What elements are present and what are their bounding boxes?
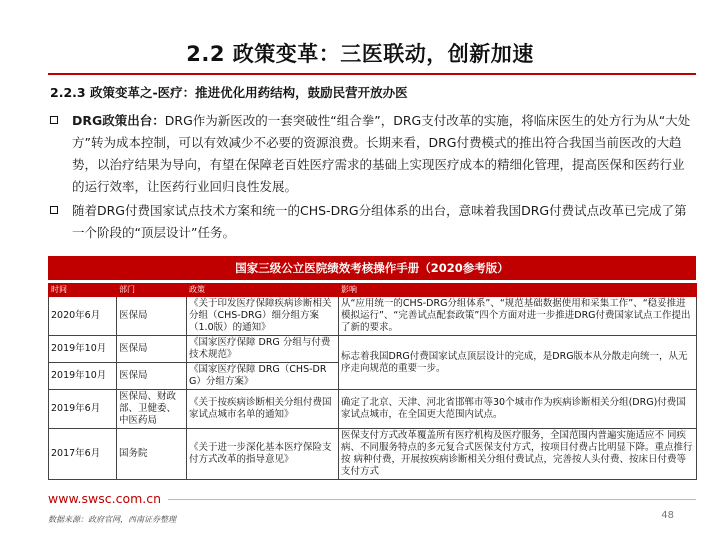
bullet-bold-lead: DRG政策出台： <box>72 113 165 128</box>
table-header-row <box>49 284 697 297</box>
header-time: 时间 <box>49 284 117 297</box>
cell-time: 2019年6月 <box>49 390 117 429</box>
header-dept: 部门 <box>117 284 187 297</box>
section-subtitle: 2.2.3 政策变革之-医疗：推进优化用药结构，鼓励民营开放办医 <box>50 85 408 100</box>
cell-policy: 《国家医疗保障 DRG 分组与付费技术规范》 <box>187 336 339 363</box>
square-bullet-icon <box>50 206 58 214</box>
bullet-drg-policy <box>50 110 696 198</box>
table-row <box>49 297 697 336</box>
table-banner: 国家三级公立医院绩效考核操作手册（2020参考版） <box>48 256 696 280</box>
cell-policy: 《关于进一步深化基本医疗保险支付方式改革的指导意见》 <box>187 429 339 480</box>
cell-policy: 《关于印发医疗保障疾病诊断相关分组（CHS-DRG）细分组方案（1.0版）的通知》 <box>187 297 339 336</box>
cell-time: 2017年6月 <box>49 429 117 480</box>
cell-dept: 医保局、财政部、卫健委、中医药局 <box>117 390 187 429</box>
cell-dept: 医保局 <box>117 363 187 390</box>
cell-impact: 从“应用统一的CHS-DRG分组体系”、“规范基础数据使用和采集工作”、“稳妥推进模拟运行”、“完善试点配套政策”四个方面对进一步推进DRG付费国家试点工作提出了新的要求。 <box>339 297 697 336</box>
table-row <box>49 336 697 363</box>
cell-time: 2019年10月 <box>49 363 117 390</box>
bullet-body: 随着DRG付费国家试点技术方案和统一的CHS-DRG分组体系的出台，意味着我国DRG付费试点改革已完成了第一个阶段的“顶层设计”任务。 <box>72 203 687 240</box>
bullet-text <box>72 110 696 198</box>
cell-policy: 《关于按疾病诊断相关分组付费国家试点城市名单的通知》 <box>187 390 339 429</box>
bullet-text <box>72 200 696 244</box>
table-row <box>49 390 697 429</box>
cell-dept: 国务院 <box>117 429 187 480</box>
cell-impact: 医保支付方式改革覆盖所有医疗机构及医疗服务，全国范围内普遍实施适应不 同疾病、不同服务特点的多元复合式医保支付方式，按项目付费占比明显下降。重点推行按 病种付费，开展按疾病诊断相关分组付费试点，完善按人头付费、按床日付费等支付方式 <box>339 429 697 480</box>
header-impact: 影响 <box>339 284 697 297</box>
source-note: 数据来源：政府官网，西南证券整理 <box>48 515 176 524</box>
cell-dept: 医保局 <box>117 336 187 363</box>
policy-table <box>48 283 697 480</box>
table-row <box>49 429 697 480</box>
footer-divider <box>168 499 696 500</box>
footer-website-link[interactable]: www.swsc.com.cn <box>48 491 162 506</box>
header-policy: 政策 <box>187 284 339 297</box>
cell-dept: 医保局 <box>117 297 187 336</box>
cell-policy: 《国家医疗保障 DRG（CHS-DRG）分组方案》 <box>187 363 339 390</box>
cell-time: 2019年10月 <box>49 336 117 363</box>
slide-title: 2.2 政策变革：三医联动，创新加速 <box>186 42 534 66</box>
page-number: 48 <box>661 510 674 521</box>
cell-time: 2020年6月 <box>49 297 117 336</box>
bullet-drg-pilot <box>50 200 696 244</box>
square-bullet-icon <box>50 116 58 124</box>
cell-impact: 标志着我国DRG付费国家试点顶层设计的完成，是DRG版本从分散走向统一，从无序走向规范的重要一步。 <box>339 336 697 390</box>
title-divider <box>48 73 696 75</box>
bullet-body: DRG作为新医改的一套突破性“组合拳”，DRG支付改革的实施，将临床医生的处方行为从“大处方”转为成本控制，可以有效减少不必要的资源浪费。长期来看，DRG付费模式的推出符合我国当前医改的大趋势，以治疗结果为导向，有望在保障老百姓医疗需求的基础上实现医疗成本的精细化管理，提高医保和医药行业的运行效率，让医药行业回归良性发展。 <box>72 113 691 194</box>
cell-impact: 确定了北京、天津、河北省邯郸市等30个城市作为疾病诊断相关分组(DRG)付费国家试点城市，在全国更大范围内试点。 <box>339 390 697 429</box>
